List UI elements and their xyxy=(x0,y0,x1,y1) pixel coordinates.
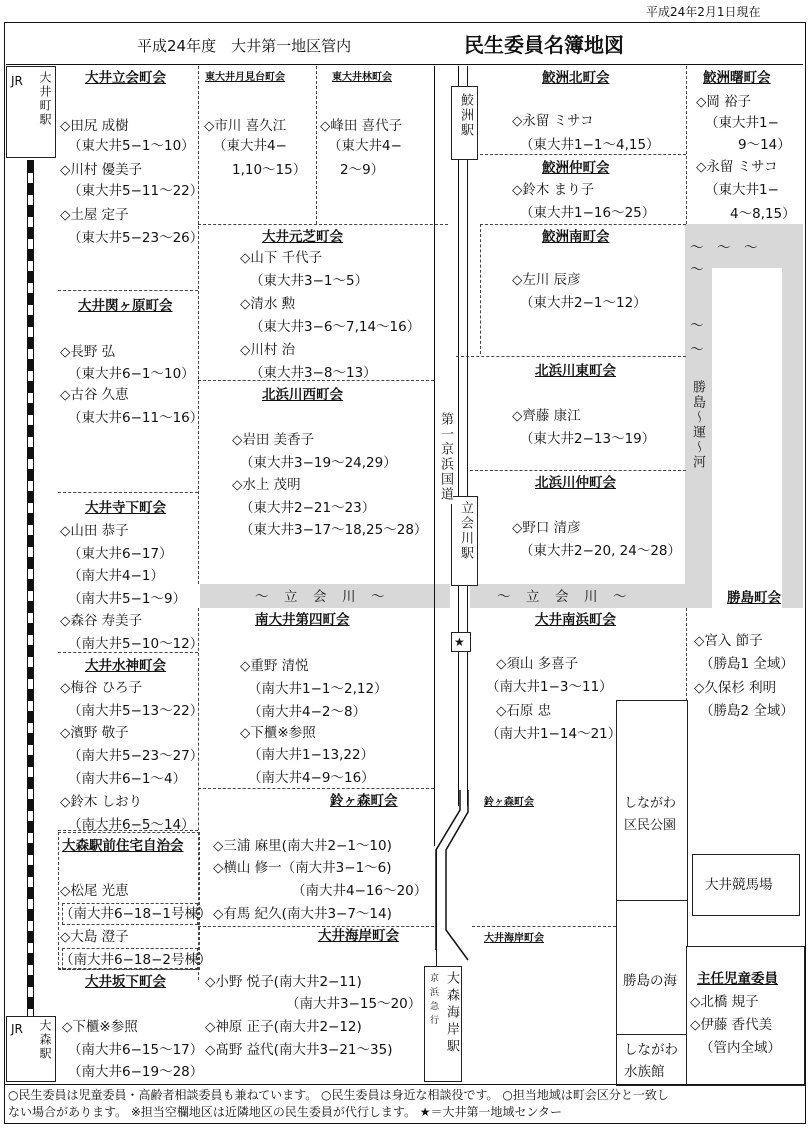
area-title-a20: 大森駅前住宅自治会 xyxy=(62,838,184,854)
omorikaigan-station: 京浜急行 大森海岸駅 xyxy=(424,966,462,1082)
member-text: ◇大島 澄子 xyxy=(60,929,129,945)
div-h8 xyxy=(58,492,198,493)
member-text: （東大井2−1〜12） xyxy=(520,295,647,311)
area-title-a14: 勝島町会 xyxy=(727,590,781,606)
area-title-a9: 大井関ヶ原町会 xyxy=(78,298,173,314)
road-label: 第一京浜国道 xyxy=(438,412,453,502)
kumin-park: しながわ区民公園 xyxy=(616,700,688,902)
member-text: ◇清水 勲 xyxy=(240,296,296,312)
jr-oimachi-station: JR 大井町駅 xyxy=(6,66,56,158)
area-title-a18: 鈴ヶ森町会 xyxy=(330,793,398,809)
member-text: （南大井5−13〜22） xyxy=(68,703,204,719)
member-text: （東大井3−19〜24,29） xyxy=(240,455,397,471)
road-line-lower xyxy=(436,848,437,968)
area-title-a23: 大井坂下町会 xyxy=(85,974,166,990)
member-text: 2〜9） xyxy=(340,162,385,178)
member-text: （東大井1−1〜4,15） xyxy=(520,137,660,153)
area-title-a12: 北浜川仲町会 xyxy=(535,475,616,491)
area-title-a19: 鈴ヶ森町会 xyxy=(484,797,534,808)
member-text: ◇左川 辰彦 xyxy=(512,272,581,288)
area-title-a4: 鮫洲北町会 xyxy=(542,70,610,86)
tachiaigawa-station: 立会川駅 xyxy=(451,496,478,586)
suizokukan: しながわ水族館 xyxy=(616,1034,688,1086)
div-v4 xyxy=(686,66,687,224)
member-text: 1,10〜15） xyxy=(232,162,307,178)
member-text: （東大井6−17） xyxy=(68,546,173,562)
footer-line-1: ○民生委員は児童委員・高齢者相談委員も兼ねています。 ○民生委員は身近な相談役です。 ○担当地域は町会区分と一致し xyxy=(8,1088,669,1102)
member-text: ◇石原 忠 xyxy=(496,703,552,719)
member-text: ◇濱野 敬子 xyxy=(60,725,129,741)
member-text: ◇峰田 喜代子 xyxy=(320,118,403,134)
member-text: ◇伊藤 香代美 xyxy=(690,1017,773,1033)
member-text: ◇永留 ミサコ xyxy=(512,113,594,129)
area-title-a22: 大井海岸町会 xyxy=(484,933,544,944)
member-text: （東大井1−16〜25） xyxy=(520,205,656,221)
member-text: （東大井1− xyxy=(705,182,779,198)
member-text: （南大井4−16〜20） xyxy=(292,883,428,899)
member-text: ◇梅谷 ひろ子 xyxy=(60,680,143,696)
member-text: ◇山下 千代子 xyxy=(240,250,323,266)
div-v1 xyxy=(198,66,199,584)
road-line xyxy=(434,66,435,846)
div-v3 xyxy=(480,224,481,354)
canal-wave-3: 〜 xyxy=(690,318,704,334)
div-v2 xyxy=(316,66,317,224)
member-text: ◇宮入 節子 xyxy=(694,633,763,649)
member-text: ◇川村 治 xyxy=(240,342,296,358)
div-h1 xyxy=(198,224,448,225)
area-title-a7: 大井元芝町会 xyxy=(262,229,343,245)
member-text: ◇水上 茂明 xyxy=(232,477,301,493)
area-title-a3: 東大井林町会 xyxy=(332,72,392,83)
member-text: 9〜14） xyxy=(738,137,791,153)
rail-curve xyxy=(420,790,480,970)
samezu-station: 鮫洲駅 xyxy=(451,86,478,160)
area-title-a2: 東大井月見台町会 xyxy=(205,72,285,83)
member-text: 4〜8,15） xyxy=(730,206,796,222)
area-title-a16: 大井南浜町会 xyxy=(535,612,616,628)
member-text: ◇神原 正子(南大井2−12) xyxy=(205,1019,362,1035)
member-text: ◇松尾 光恵 xyxy=(60,883,129,899)
member-text: （管内全域） xyxy=(700,1040,781,1056)
member-text: （南大井4−1） xyxy=(68,568,164,584)
member-text: （東大井3−17〜18,25〜28） xyxy=(240,522,428,538)
member-text: ◇山田 恭子 xyxy=(60,523,129,539)
title-text: 平成24年度 大井第一地区管内 xyxy=(137,37,352,55)
area-title-a21: 大井海岸町会 xyxy=(318,928,399,944)
member-text: （東大井5−23〜26） xyxy=(68,230,204,246)
member-text: ◇久保杉 利明 xyxy=(694,680,777,696)
member-text: ◇横山 修一（南大井3−1〜6) xyxy=(213,860,392,876)
member-text: ◇下櫃※参照 xyxy=(62,1019,138,1035)
member-text: （東大井5−1〜10） xyxy=(68,138,195,154)
member-text: ◇川村 優美子 xyxy=(60,162,143,178)
area-title-a24: 主任児童委員 xyxy=(697,971,778,987)
area-title-a10: 北浜川東町会 xyxy=(535,363,616,379)
div-h4 xyxy=(58,290,198,291)
member-text: （勝島1 全域） xyxy=(700,656,794,672)
oi-keiba: 大井競馬場 xyxy=(692,854,800,916)
member-text: （東大井1− xyxy=(705,115,779,131)
canal-label: 勝島〜運〜河 xyxy=(690,380,705,470)
member-text: （東大井2−20, 24〜28） xyxy=(520,543,682,559)
div-h5 xyxy=(456,356,686,357)
div-h3 xyxy=(480,224,686,225)
member-text: （南大井6−15〜17） xyxy=(68,1042,204,1058)
member-text: （南大井4−2〜8） xyxy=(248,704,367,720)
shunin-frame xyxy=(686,946,805,1086)
canal-wave-1: 〜 〜 〜 xyxy=(690,240,758,256)
area-title-a17: 大井水神町会 xyxy=(85,658,166,674)
jr-rail xyxy=(27,160,34,1017)
center-mark: ★ xyxy=(451,632,471,652)
member-text: ◇永留 ミサコ xyxy=(696,159,778,175)
div-h7 xyxy=(470,470,686,471)
member-text: （南大井1−14〜21） xyxy=(486,726,622,742)
member-text: （南大井1−3〜11） xyxy=(486,679,613,695)
div-h10 xyxy=(198,788,434,789)
area-title-a5: 鮫洲曙町会 xyxy=(703,70,771,86)
area-title-a13: 大井寺下町会 xyxy=(85,500,166,516)
member-text: ◇三浦 麻里(南大井2−1〜10) xyxy=(213,838,392,854)
footer xyxy=(4,1084,804,1123)
div-h9 xyxy=(58,652,198,653)
member-text: ◇有馬 紀久(南大井3−7〜14) xyxy=(213,906,392,922)
member-text: （勝島2 全域） xyxy=(700,703,794,719)
member-text: ◇野口 清彦 xyxy=(512,520,581,536)
area-title-a15: 南大井第四町会 xyxy=(255,612,350,628)
member-text: ◇鈴木 しおり xyxy=(60,794,143,810)
member-text: ◇下櫃※参照 xyxy=(240,725,316,741)
title-bar xyxy=(6,26,803,65)
member-text: （南大井4−9〜16） xyxy=(248,770,375,786)
member-text: （東大井4− xyxy=(328,138,402,154)
div-h2 xyxy=(480,154,686,155)
member-text: （東大井3−6〜7,14〜16） xyxy=(250,319,421,335)
area-title-a11: 北浜川西町会 xyxy=(262,387,343,403)
member-text: （南大井1−1〜2,12） xyxy=(248,681,388,697)
member-text: （南大井5−23〜27） xyxy=(68,748,204,764)
member-text: ◇重野 清悦 xyxy=(240,658,309,674)
member-text: ◇長野 弘 xyxy=(60,344,116,360)
member-text: ◇田尻 成樹 xyxy=(60,118,129,134)
area-title-a6: 鮫洲仲町会 xyxy=(542,160,610,176)
div-h14 xyxy=(472,926,616,927)
river-label-left: 〜 立 会 川 〜 xyxy=(255,589,386,605)
member-text: （東大井6−11〜16） xyxy=(68,410,204,426)
member-text: ◇須山 多喜子 xyxy=(496,656,579,672)
member-text: （東大井2−13〜19） xyxy=(520,431,656,447)
jr-omori-station: JR 大森駅 xyxy=(6,1016,56,1082)
member-text: （南大井6−18−1号棟） xyxy=(60,906,212,922)
member-text: （南大井6−19〜28） xyxy=(68,1064,204,1080)
member-text: （南大井3−15〜20） xyxy=(286,996,422,1012)
member-text: ◇岩田 美香子 xyxy=(232,432,315,448)
member-text: （東大井3−1〜5） xyxy=(250,273,369,289)
member-text: （南大井5−1〜9） xyxy=(68,591,187,607)
member-text: ◇土屋 定子 xyxy=(60,207,129,223)
member-text: ◇齊藤 康江 xyxy=(512,408,581,424)
date-label: 平成24年2月1日現在 xyxy=(646,5,761,19)
member-text: （南大井1−13,22） xyxy=(248,747,375,763)
river-label-right: 〜 立 会 川 〜 xyxy=(497,589,628,605)
katsushima-umi: 勝島の海 xyxy=(616,900,688,1036)
member-text: ◇市川 喜久江 xyxy=(204,118,287,134)
member-text: （東大井4− xyxy=(213,138,287,154)
area-title-a8: 鮫洲南町会 xyxy=(542,229,610,245)
member-text: （東大井2−21〜23） xyxy=(240,500,376,516)
div-h12 xyxy=(198,926,434,927)
member-text: ◇岡 裕子 xyxy=(696,94,752,110)
member-text: ◇髙野 益代(南大井3−21〜35) xyxy=(205,1042,393,1058)
member-text: （南大井5−10〜12） xyxy=(68,636,204,652)
member-text: ◇鈴木 まり子 xyxy=(512,182,595,198)
area-title-a1: 大井立会町会 xyxy=(85,70,166,86)
canal-inner xyxy=(712,268,782,608)
keikyu-rail xyxy=(458,66,468,806)
member-text: ◇古谷 久恵 xyxy=(60,387,129,403)
member-text: （南大井6−1〜4） xyxy=(68,771,187,787)
member-text: ◇森谷 寿美子 xyxy=(60,613,143,629)
member-text: （南大井6−5〜14） xyxy=(68,817,195,833)
member-text: ◇小野 悦子(南大井2−11) xyxy=(205,974,362,990)
canal-wave-4: 〜 xyxy=(690,342,704,358)
member-text: （東大井6−1〜10） xyxy=(68,366,195,382)
member-text: （東大井5−11〜22） xyxy=(68,183,204,199)
member-text: （東大井3−8〜13） xyxy=(250,365,377,381)
member-text: （南大井6−18−2号棟） xyxy=(60,952,212,968)
footer-line-2: ない場合があります。 ※担当空欄地区は近隣地区の民生委員が代行します。 ★＝大井第一地域センター xyxy=(8,1105,563,1119)
canal-wave-2: 〜 xyxy=(690,262,704,278)
member-text: ◇北橋 規子 xyxy=(690,994,759,1010)
title-bold: 民生委員名簿地図 xyxy=(464,33,624,57)
